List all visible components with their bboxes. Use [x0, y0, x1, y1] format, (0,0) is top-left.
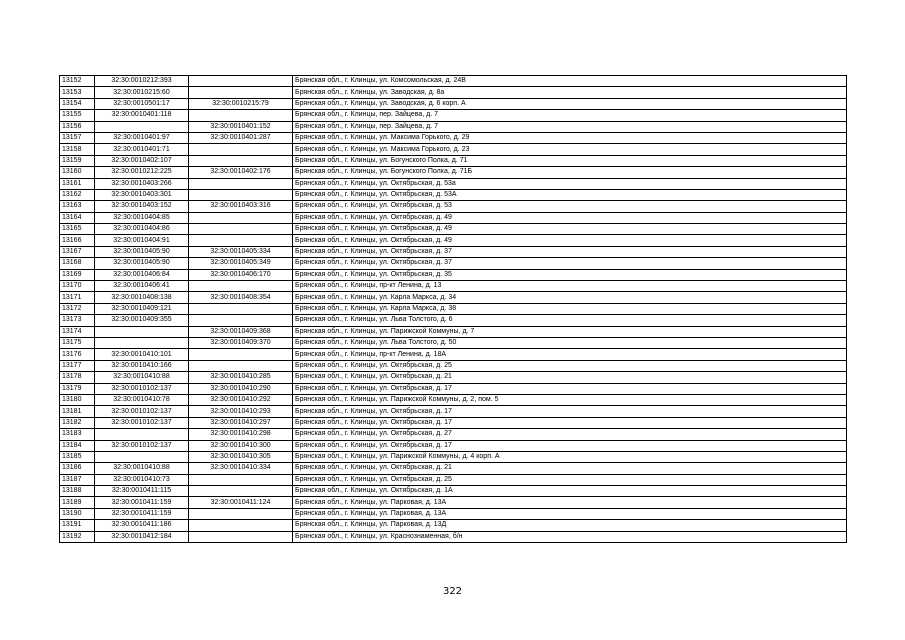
row-number-cell: 13164: [60, 212, 95, 223]
address-cell: Брянская обл., г. Клинцы, ул. Октябрьская, д. 37: [293, 258, 847, 269]
table-row: [60, 508, 847, 519]
related-cadastral-number-cell: [189, 224, 293, 235]
cadastral-number-cell: 32:30:0010404:86: [95, 224, 189, 235]
row-number-cell: 13159: [60, 155, 95, 166]
address-cell: Брянская обл., г. Клинцы, ул. Октябрьская, д. 53: [293, 201, 847, 212]
cadastral-number-cell: 32:30:0010401:118: [95, 110, 189, 121]
address-cell: Брянская обл., г. Клинцы, ул. Октябрьская, д. 37: [293, 246, 847, 257]
address-cell: Брянская обл., г. Клинцы, ул. Октябрьская, д. 53А: [293, 189, 847, 200]
address-cell: Брянская обл., г. Клинцы, ул. Льва Толстого, д. 50: [293, 337, 847, 348]
table-row: [60, 201, 847, 212]
related-cadastral-number-cell: 32:30:0010410:297: [189, 417, 293, 428]
related-cadastral-number-cell: 32:30:0010410:293: [189, 406, 293, 417]
related-cadastral-number-cell: [189, 474, 293, 485]
address-cell: Брянская обл., г. Клинцы, пр-кт Ленина, д. 13: [293, 281, 847, 292]
address-cell: Брянская обл., г. Клинцы, ул. Льва Толстого, д. 6: [293, 315, 847, 326]
row-number-cell: 13186: [60, 463, 95, 474]
table-row: [60, 406, 847, 417]
property-registry-table: [59, 75, 847, 543]
related-cadastral-number-cell: [189, 235, 293, 246]
table-row: [60, 167, 847, 178]
cadastral-number-cell: 32:30:0010411:159: [95, 497, 189, 508]
row-number-cell: 13172: [60, 303, 95, 314]
cadastral-number-cell: 32:30:0010102:137: [95, 440, 189, 451]
cadastral-number-cell: 32:30:0010410:73: [95, 474, 189, 485]
row-number-cell: 13169: [60, 269, 95, 280]
row-number-cell: 13170: [60, 281, 95, 292]
related-cadastral-number-cell: [189, 155, 293, 166]
row-number-cell: 13176: [60, 349, 95, 360]
cadastral-number-cell: 32:30:0010408:138: [95, 292, 189, 303]
table-row: [60, 178, 847, 189]
table-row: [60, 497, 847, 508]
cadastral-number-cell: 32:30:0010410:88: [95, 463, 189, 474]
table-row: [60, 349, 847, 360]
table-row: [60, 486, 847, 497]
row-number-cell: 13182: [60, 417, 95, 428]
address-cell: Брянская обл., г. Клинцы, пер. Зайцева, д. 7: [293, 110, 847, 121]
table-row: [60, 87, 847, 98]
related-cadastral-number-cell: 32:30:0010411:124: [189, 497, 293, 508]
address-cell: Брянская обл., г. Клинцы, ул. Октябрьская, д. 53а: [293, 178, 847, 189]
cadastral-number-cell: 32:30:0010215:60: [95, 87, 189, 98]
table-row: [60, 269, 847, 280]
cadastral-number-cell: 32:30:0010411:115: [95, 486, 189, 497]
related-cadastral-number-cell: [189, 520, 293, 531]
row-number-cell: 13153: [60, 87, 95, 98]
table-row: [60, 531, 847, 542]
address-cell: Брянская обл., г. Клинцы, ул. Октябрьская, д. 49: [293, 224, 847, 235]
table-row: [60, 258, 847, 269]
related-cadastral-number-cell: [189, 531, 293, 542]
table-row: [60, 315, 847, 326]
table-row: [60, 440, 847, 451]
related-cadastral-number-cell: [189, 508, 293, 519]
row-number-cell: 13187: [60, 474, 95, 485]
related-cadastral-number-cell: 32:30:0010402:176: [189, 167, 293, 178]
address-cell: Брянская обл., г. Клинцы, ул. Октябрьская, д. 25: [293, 474, 847, 485]
related-cadastral-number-cell: [189, 144, 293, 155]
cadastral-number-cell: 32:30:0010405:90: [95, 258, 189, 269]
cadastral-number-cell: [95, 121, 189, 132]
table-row: [60, 98, 847, 109]
page-number: 322: [442, 586, 463, 597]
address-cell: Брянская обл., г. Клинцы, ул. Октябрьская, д. 21: [293, 463, 847, 474]
row-number-cell: 13165: [60, 224, 95, 235]
cadastral-number-cell: 32:30:0010102:137: [95, 417, 189, 428]
cadastral-number-cell: [95, 429, 189, 440]
address-cell: Брянская обл., г. Клинцы, ул. Октябрьская, д. 17: [293, 417, 847, 428]
table-row: [60, 520, 847, 531]
related-cadastral-number-cell: [189, 110, 293, 121]
related-cadastral-number-cell: [189, 178, 293, 189]
address-cell: Брянская обл., г. Клинцы, ул. Октябрьская, д. 17: [293, 406, 847, 417]
row-number-cell: 13181: [60, 406, 95, 417]
address-cell: Брянская обл., г. Клинцы, ул. Парижской Коммуны, д. 7: [293, 326, 847, 337]
address-cell: Брянская обл., г. Клинцы, ул. Максима Горького, д. 29: [293, 132, 847, 143]
table-row: [60, 76, 847, 87]
related-cadastral-number-cell: 32:30:0010405:349: [189, 258, 293, 269]
cadastral-number-cell: 32:30:0010406:84: [95, 269, 189, 280]
address-cell: Брянская обл., г. Клинцы, ул. Комсомольская, д. 24В: [293, 76, 847, 87]
row-number-cell: 13178: [60, 372, 95, 383]
address-cell: Брянская обл., г. Клинцы, ул. Октябрьская, д. 49: [293, 212, 847, 223]
related-cadastral-number-cell: 32:30:0010409:368: [189, 326, 293, 337]
row-number-cell: 13152: [60, 76, 95, 87]
cadastral-number-cell: 32:30:0010412:184: [95, 531, 189, 542]
cadastral-number-cell: 32:30:0010404:85: [95, 212, 189, 223]
table-row: [60, 224, 847, 235]
table-row: [60, 451, 847, 462]
cadastral-number-cell: 32:30:0010409:121: [95, 303, 189, 314]
related-cadastral-number-cell: 32:30:0010401:152: [189, 121, 293, 132]
row-number-cell: 13157: [60, 132, 95, 143]
cadastral-number-cell: 32:30:0010102:137: [95, 406, 189, 417]
cadastral-number-cell: 32:30:0010403:152: [95, 201, 189, 212]
row-number-cell: 13173: [60, 315, 95, 326]
table-row: [60, 394, 847, 405]
row-number-cell: 13183: [60, 429, 95, 440]
address-cell: Брянская обл., г. Клинцы, ул. Заводская, д. 8а: [293, 87, 847, 98]
row-number-cell: 13154: [60, 98, 95, 109]
row-number-cell: 13175: [60, 337, 95, 348]
address-cell: Брянская обл., г. Клинцы, ул. Октябрьская, д. 17: [293, 383, 847, 394]
address-cell: Брянская обл., г. Клинцы, ул. Октябрьская, д. 25: [293, 360, 847, 371]
cadastral-number-cell: 32:30:0010212:393: [95, 76, 189, 87]
table-row: [60, 360, 847, 371]
related-cadastral-number-cell: 32:30:0010410:290: [189, 383, 293, 394]
row-number-cell: 13167: [60, 246, 95, 257]
row-number-cell: 13191: [60, 520, 95, 531]
table-row: [60, 326, 847, 337]
cadastral-number-cell: [95, 337, 189, 348]
related-cadastral-number-cell: 32:30:0010401:287: [189, 132, 293, 143]
table-row: [60, 292, 847, 303]
cadastral-number-cell: 32:30:0010406:41: [95, 281, 189, 292]
cadastral-number-cell: 32:30:0010410:166: [95, 360, 189, 371]
row-number-cell: 13168: [60, 258, 95, 269]
row-number-cell: 13161: [60, 178, 95, 189]
related-cadastral-number-cell: [189, 212, 293, 223]
related-cadastral-number-cell: [189, 87, 293, 98]
address-cell: Брянская обл., г. Клинцы, ул. Максима Горького, д. 23: [293, 144, 847, 155]
related-cadastral-number-cell: 32:30:0010410:300: [189, 440, 293, 451]
related-cadastral-number-cell: [189, 281, 293, 292]
related-cadastral-number-cell: 32:30:0010410:305: [189, 451, 293, 462]
cadastral-number-cell: 32:30:0010410:78: [95, 394, 189, 405]
address-cell: Брянская обл., г. Клинцы, ул. Парковая, д. 13А: [293, 497, 847, 508]
cadastral-number-cell: 32:30:0010404:91: [95, 235, 189, 246]
related-cadastral-number-cell: 32:30:0010410:298: [189, 429, 293, 440]
related-cadastral-number-cell: 32:30:0010410:292: [189, 394, 293, 405]
cadastral-number-cell: 32:30:0010403:301: [95, 189, 189, 200]
table-row: [60, 474, 847, 485]
address-cell: Брянская обл., г. Клинцы, пер. Зайцева, д. 7: [293, 121, 847, 132]
row-number-cell: 13171: [60, 292, 95, 303]
address-cell: Брянская обл., г. Клинцы, ул. Богунского Полка, д. 71Б: [293, 167, 847, 178]
row-number-cell: 13163: [60, 201, 95, 212]
address-cell: Брянская обл., г. Клинцы, пр-кт Ленина, д. 18А: [293, 349, 847, 360]
row-number-cell: 13156: [60, 121, 95, 132]
related-cadastral-number-cell: 32:30:0010410:285: [189, 372, 293, 383]
related-cadastral-number-cell: [189, 349, 293, 360]
table-row: [60, 372, 847, 383]
address-cell: Брянская обл., г. Клинцы, ул. Октябрьская, д. 1А: [293, 486, 847, 497]
address-cell: Брянская обл., г. Клинцы, ул. Парижской Коммуны, д. 2, пом. 5: [293, 394, 847, 405]
row-number-cell: 13166: [60, 235, 95, 246]
address-cell: Брянская обл., г. Клинцы, ул. Богунского Полка, д. 71: [293, 155, 847, 166]
related-cadastral-number-cell: 32:30:0010215:79: [189, 98, 293, 109]
table-row: [60, 281, 847, 292]
table-row: [60, 121, 847, 132]
related-cadastral-number-cell: [189, 303, 293, 314]
cadastral-number-cell: 32:30:0010401:97: [95, 132, 189, 143]
row-number-cell: 13177: [60, 360, 95, 371]
address-cell: Брянская обл., г. Клинцы, ул. Октябрьская, д. 49: [293, 235, 847, 246]
table-row: [60, 303, 847, 314]
address-cell: Брянская обл., г. Клинцы, ул. Октябрьская, д. 27: [293, 429, 847, 440]
row-number-cell: 13158: [60, 144, 95, 155]
row-number-cell: 13190: [60, 508, 95, 519]
table-row: [60, 429, 847, 440]
row-number-cell: 13180: [60, 394, 95, 405]
row-number-cell: 13179: [60, 383, 95, 394]
row-number-cell: 13155: [60, 110, 95, 121]
cadastral-number-cell: 32:30:0010501:17: [95, 98, 189, 109]
cadastral-number-cell: [95, 451, 189, 462]
related-cadastral-number-cell: [189, 486, 293, 497]
related-cadastral-number-cell: 32:30:0010409:370: [189, 337, 293, 348]
row-number-cell: 13162: [60, 189, 95, 200]
cadastral-number-cell: [95, 326, 189, 337]
address-cell: Брянская обл., г. Клинцы, ул. Парижской Коммуны, д. 4 корп. А: [293, 451, 847, 462]
registry-table-body: [60, 76, 847, 543]
table-row: [60, 110, 847, 121]
cadastral-number-cell: 32:30:0010212:225: [95, 167, 189, 178]
related-cadastral-number-cell: [189, 76, 293, 87]
row-number-cell: 13184: [60, 440, 95, 451]
row-number-cell: 13192: [60, 531, 95, 542]
address-cell: Брянская обл., г. Клинцы, ул. Октябрьская, д. 35: [293, 269, 847, 280]
address-cell: Брянская обл., г. Клинцы, ул. Октябрьская, д. 17: [293, 440, 847, 451]
cadastral-number-cell: 32:30:0010410:88: [95, 372, 189, 383]
table-row: [60, 144, 847, 155]
address-cell: Брянская обл., г. Клинцы, ул. Карла Маркса, д. 38: [293, 303, 847, 314]
table-row: [60, 246, 847, 257]
table-row: [60, 417, 847, 428]
related-cadastral-number-cell: [189, 315, 293, 326]
row-number-cell: 13160: [60, 167, 95, 178]
table-row: [60, 189, 847, 200]
cadastral-number-cell: 32:30:0010403:266: [95, 178, 189, 189]
table-row: [60, 337, 847, 348]
row-number-cell: 13189: [60, 497, 95, 508]
related-cadastral-number-cell: 32:30:0010405:334: [189, 246, 293, 257]
address-cell: Брянская обл., г. Клинцы, ул. Парковая, д. 13Д: [293, 520, 847, 531]
related-cadastral-number-cell: [189, 189, 293, 200]
address-cell: Брянская обл., г. Клинцы, ул. Краснознаменная, б/н: [293, 531, 847, 542]
address-cell: Брянская обл., г. Клинцы, ул. Парковая, д. 13А: [293, 508, 847, 519]
cadastral-number-cell: 32:30:0010401:71: [95, 144, 189, 155]
related-cadastral-number-cell: 32:30:0010410:334: [189, 463, 293, 474]
cadastral-number-cell: 32:30:0010409:355: [95, 315, 189, 326]
related-cadastral-number-cell: [189, 360, 293, 371]
address-cell: Брянская обл., г. Клинцы, ул. Заводская, д. 6 корп. А: [293, 98, 847, 109]
cadastral-number-cell: 32:30:0010411:159: [95, 508, 189, 519]
cadastral-number-cell: 32:30:0010102:137: [95, 383, 189, 394]
table-row: [60, 132, 847, 143]
row-number-cell: 13185: [60, 451, 95, 462]
address-cell: Брянская обл., г. Клинцы, ул. Октябрьская, д. 21: [293, 372, 847, 383]
cadastral-number-cell: 32:30:0010405:90: [95, 246, 189, 257]
related-cadastral-number-cell: 32:30:0010406:170: [189, 269, 293, 280]
table-row: [60, 383, 847, 394]
address-cell: Брянская обл., г. Клинцы, ул. Карла Маркса, д. 34: [293, 292, 847, 303]
cadastral-number-cell: 32:30:0010411:186: [95, 520, 189, 531]
row-number-cell: 13188: [60, 486, 95, 497]
cadastral-number-cell: 32:30:0010402:107: [95, 155, 189, 166]
related-cadastral-number-cell: 32:30:0010403:316: [189, 201, 293, 212]
table-row: [60, 463, 847, 474]
row-number-cell: 13174: [60, 326, 95, 337]
cadastral-number-cell: 32:30:0010410:101: [95, 349, 189, 360]
table-row: [60, 212, 847, 223]
related-cadastral-number-cell: 32:30:0010408:354: [189, 292, 293, 303]
table-row: [60, 235, 847, 246]
table-row: [60, 155, 847, 166]
